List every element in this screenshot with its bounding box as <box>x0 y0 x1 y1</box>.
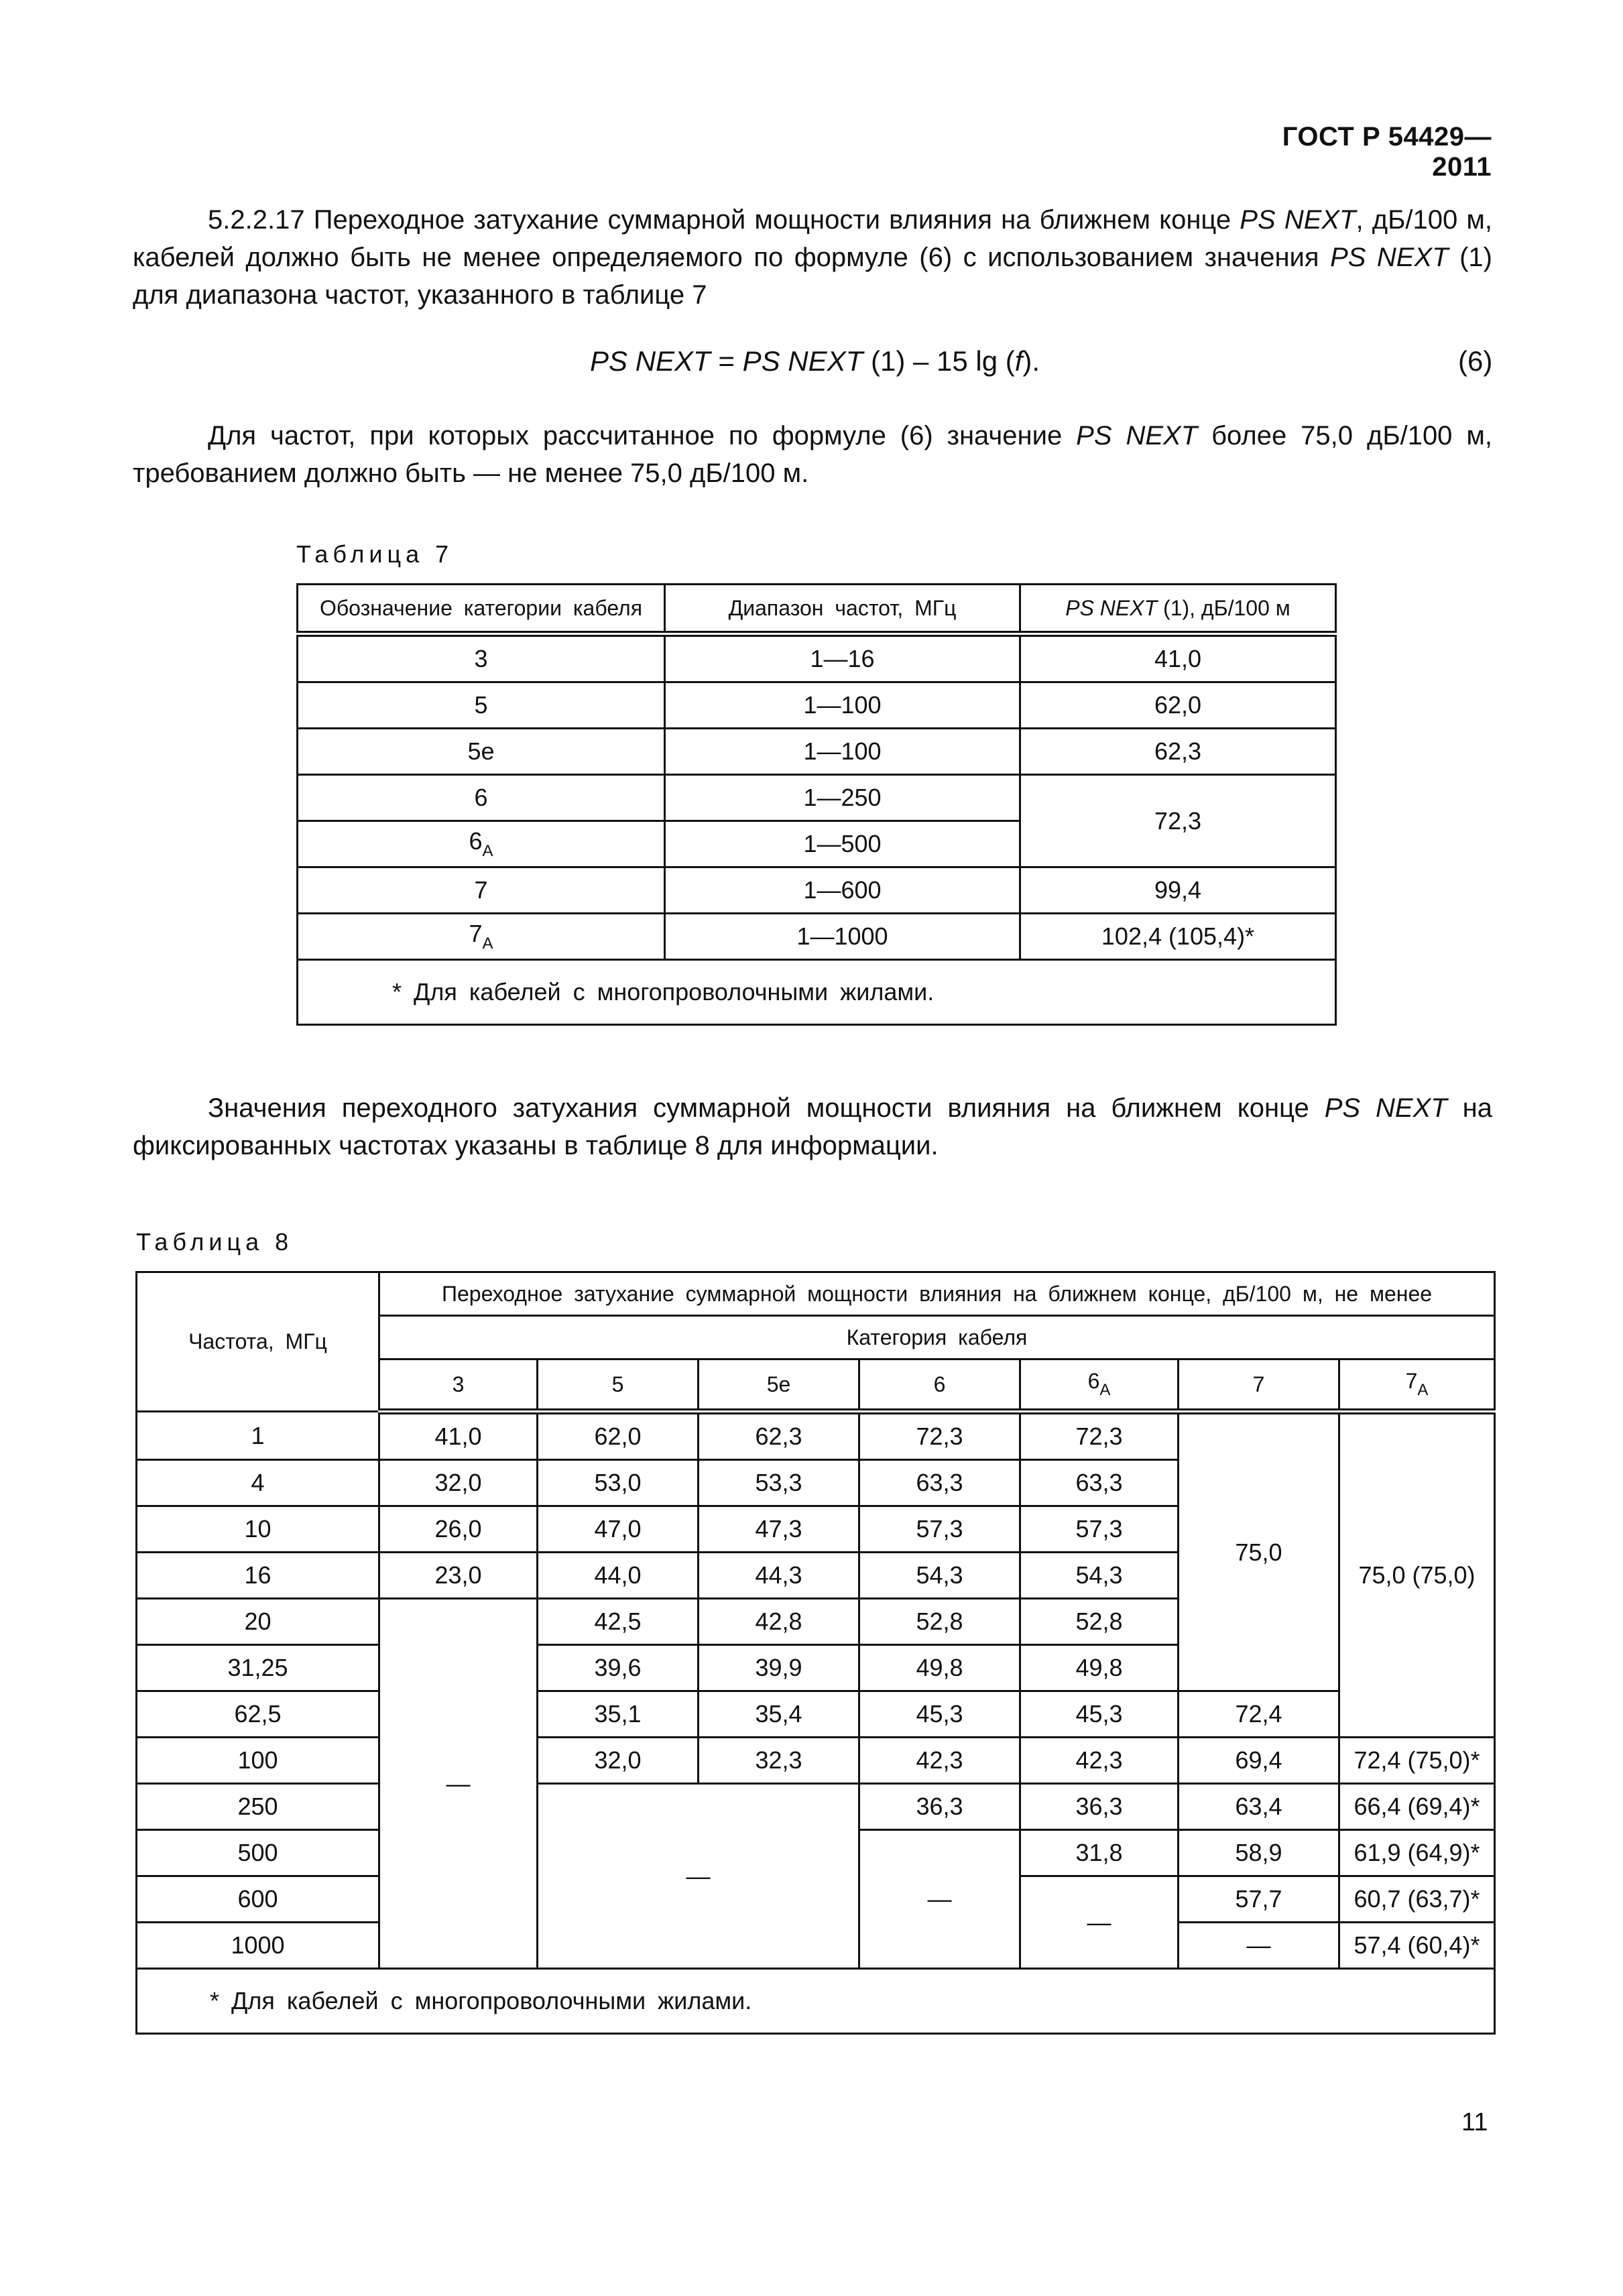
table8-cell: 62,0 <box>538 1412 699 1460</box>
table-row <box>298 682 1336 729</box>
table8-header-row-1 <box>137 1272 1495 1316</box>
table-row <box>137 1738 1495 1784</box>
paragraph-table8-intro: Значения переходного затухания суммарной мощности влияния на ближнем конце PS NEXT на фиксированных частотах указаны в таблице 8 для информации. <box>133 1093 1492 1160</box>
table8-cell: 57,3 <box>859 1506 1020 1553</box>
section-text: Переходное затухание суммарной мощности влияния на ближнем конце <box>313 205 1240 235</box>
page-number: 11 <box>1461 2108 1488 2136</box>
table8-cell: 32,0 <box>538 1738 699 1784</box>
table8-freq: 20 <box>137 1599 379 1645</box>
table8-cell: 72,4 (75,0)* <box>1339 1738 1495 1784</box>
table8-sub-header: Категория кабеля <box>379 1316 1495 1360</box>
section-term: PS NEXT <box>1240 205 1356 235</box>
table8-cell: 35,1 <box>538 1691 699 1738</box>
table-row <box>137 1691 1495 1738</box>
table8-group-header: Переходное затухание суммарной мощности влияния на ближнем конце, дБ/100 м, не менее <box>379 1272 1495 1316</box>
table8-cell: 72,3 <box>859 1412 1020 1460</box>
formula-6: PS NEXT = PS NEXT (1) – 15 lg (f). <box>590 345 1040 377</box>
table8-freq: 10 <box>137 1506 379 1553</box>
document-header: ГОСТ Р 54429—2011 <box>1282 122 1492 182</box>
table8-cell: 53,0 <box>538 1460 699 1506</box>
table8-cell: 53,3 <box>699 1460 859 1506</box>
table8-cell: 63,4 <box>1179 1784 1339 1830</box>
table8-cell: 57,3 <box>1020 1506 1179 1553</box>
table7-caption: Таблица 7 <box>296 540 454 568</box>
table7-cell-range: 1—500 <box>665 821 1020 867</box>
section-number: 5.2.2.17 <box>208 205 305 235</box>
table8-cell: 39,6 <box>538 1645 699 1691</box>
table8-cell-5-dash: — <box>538 1784 859 1969</box>
section-5-2-2-17 <box>133 201 1492 314</box>
table8-freq: 600 <box>137 1876 379 1923</box>
table8-cat-6: 6 <box>859 1360 1020 1412</box>
table8-freq: 100 <box>137 1738 379 1784</box>
table8-cell: 31,8 <box>1020 1830 1179 1876</box>
table-row <box>298 867 1336 914</box>
table8-cat-7: 7 <box>1179 1360 1339 1412</box>
table8-cell: 42,3 <box>859 1738 1020 1784</box>
table8-cell: 44,0 <box>538 1553 699 1599</box>
table8-cell: 42,8 <box>699 1599 859 1645</box>
table8-freq: 31,25 <box>137 1645 379 1691</box>
table8-cat-7a: $7_A$ <box>1339 1360 1495 1412</box>
table7-cell-cat: 6 <box>298 775 665 821</box>
table8-cell: 66,4 (69,4)* <box>1339 1784 1495 1830</box>
table7-cell-value: 102,4 (105,4)* <box>1020 914 1336 960</box>
table8-freq: 4 <box>137 1460 379 1506</box>
table-row <box>298 634 1336 682</box>
table7-cell-cat: 3 <box>298 634 665 682</box>
section-term-2: PS NEXT <box>1330 243 1449 272</box>
table7-cell-range: 1—1000 <box>665 914 1020 960</box>
table8-cell: 62,3 <box>699 1412 859 1460</box>
table8-freq: 250 <box>137 1784 379 1830</box>
table8-cell: 23,0 <box>379 1553 538 1599</box>
table8-cat-6a: $6_A$ <box>1020 1360 1179 1412</box>
table-row <box>298 729 1336 775</box>
table8-cell: 35,4 <box>699 1691 859 1738</box>
table-7 <box>296 583 1337 1026</box>
table8-cell-3-dash: — <box>379 1599 538 1969</box>
table8-cell: 60,7 (63,7)* <box>1339 1876 1495 1923</box>
table7-cell-value: 99,4 <box>1020 867 1336 914</box>
table8-freq: 1 <box>137 1412 379 1460</box>
table8-cell: 42,3 <box>1020 1738 1179 1784</box>
table8-cell-7-merged: 75,0 <box>1179 1412 1339 1691</box>
table8-cell: 36,3 <box>1020 1784 1179 1830</box>
paragraph-limit: Для частот, при которых рассчитанное по формуле (6) значение PS NEXT более 75,0 дБ/100 м, требованием должно быть — не менее 75,0 дБ/100 м. <box>133 421 1493 488</box>
table8-cell: 63,3 <box>859 1460 1020 1506</box>
formula-number: (6) <box>1458 345 1493 377</box>
table7-cell-cat: 7 <box>298 867 665 914</box>
table7-footnote: * Для кабелей с многопроволочными жилами. <box>298 960 1336 1025</box>
table7-header-value: PS NEXT (1), дБ/100 м <box>1020 585 1336 634</box>
table8-cell-6-dash: — <box>859 1830 1020 1969</box>
table7-cell-cat: $7_A$ <box>298 914 665 960</box>
table-8 <box>135 1271 1496 2035</box>
table8-cat-3: 3 <box>379 1360 538 1412</box>
table8-cell: 61,9 (64,9)* <box>1339 1830 1495 1876</box>
table8-cell: 45,3 <box>1020 1691 1179 1738</box>
table8-cell: 58,9 <box>1179 1830 1339 1876</box>
table8-cell: 54,3 <box>1020 1553 1179 1599</box>
table7-header-category: Обозначение категории кабеля <box>298 585 665 634</box>
table8-freq: 500 <box>137 1830 379 1876</box>
table8-cell: 69,4 <box>1179 1738 1339 1784</box>
table8-cell: 49,8 <box>859 1645 1020 1691</box>
table-row <box>298 775 1336 821</box>
table7-header-range: Диапазон частот, МГц <box>665 585 1020 634</box>
table8-cell: 32,0 <box>379 1460 538 1506</box>
table8-cell: — <box>1179 1923 1339 1969</box>
table8-cell: 47,0 <box>538 1506 699 1553</box>
table-row <box>298 914 1336 960</box>
table7-cell-value-merged: 72,3 <box>1020 775 1336 867</box>
table7-cell-range: 1—600 <box>665 867 1020 914</box>
table7-cell-range: 1—100 <box>665 729 1020 775</box>
table8-header-freq: Частота, МГц <box>137 1272 379 1412</box>
table7-cell-cat: 5e <box>298 729 665 775</box>
table7-cell-value: 62,3 <box>1020 729 1336 775</box>
table8-cell: 41,0 <box>379 1412 538 1460</box>
table8-cell: 72,3 <box>1020 1412 1179 1460</box>
table8-cat-5: 5 <box>538 1360 699 1412</box>
table7-cell-value: 41,0 <box>1020 634 1336 682</box>
table8-caption: Таблица 8 <box>136 1228 294 1256</box>
table8-cell-7a-merged: 75,0 (75,0) <box>1339 1412 1495 1738</box>
table8-cell: 72,4 <box>1179 1691 1339 1738</box>
table-row <box>137 1412 1495 1460</box>
table8-cell: 63,3 <box>1020 1460 1179 1506</box>
table8-freq: 62,5 <box>137 1691 379 1738</box>
table8-cell-6a-dash: — <box>1020 1876 1179 1969</box>
table7-cell-cat: 5 <box>298 682 665 729</box>
table8-cell: 57,7 <box>1179 1876 1339 1923</box>
section-text-3: (1) для диапазона частот, указанного в таблице 7 <box>133 243 1492 310</box>
table7-cell-range: 1—100 <box>665 682 1020 729</box>
table8-cell: 42,5 <box>538 1599 699 1645</box>
table8-cell: 54,3 <box>859 1553 1020 1599</box>
table8-freq: 1000 <box>137 1923 379 1969</box>
table8-cell: 39,9 <box>699 1645 859 1691</box>
table8-cell: 47,3 <box>699 1506 859 1553</box>
table8-cat-5e: 5e <box>699 1360 859 1412</box>
table8-cell: 26,0 <box>379 1506 538 1553</box>
table7-footnote-row <box>298 960 1336 1025</box>
table8-cell: 36,3 <box>859 1784 1020 1830</box>
section-text-2: , дБ/100 м, кабелей должно быть не менее определяемого по формуле (6) с использованием значения <box>133 205 1492 272</box>
table8-cell: 44,3 <box>699 1553 859 1599</box>
table-row <box>137 1784 1495 1830</box>
table8-cell: 52,8 <box>859 1599 1020 1645</box>
table7-cell-value: 62,0 <box>1020 682 1336 729</box>
table8-cell: 57,4 (60,4)* <box>1339 1923 1495 1969</box>
table8-footnote-row <box>137 1969 1495 2034</box>
table8-footnote: * Для кабелей с многопроволочными жилами. <box>137 1969 1495 2034</box>
table8-cell: 49,8 <box>1020 1645 1179 1691</box>
table7-header-row <box>298 585 1336 634</box>
table8-freq: 16 <box>137 1553 379 1599</box>
table8-cell: 52,8 <box>1020 1599 1179 1645</box>
table7-cell-range: 1—250 <box>665 775 1020 821</box>
table8-cell: 45,3 <box>859 1691 1020 1738</box>
table8-cell: 32,3 <box>699 1738 859 1784</box>
table7-cell-range: 1—16 <box>665 634 1020 682</box>
table7-cell-cat: $6_A$ <box>298 821 665 867</box>
